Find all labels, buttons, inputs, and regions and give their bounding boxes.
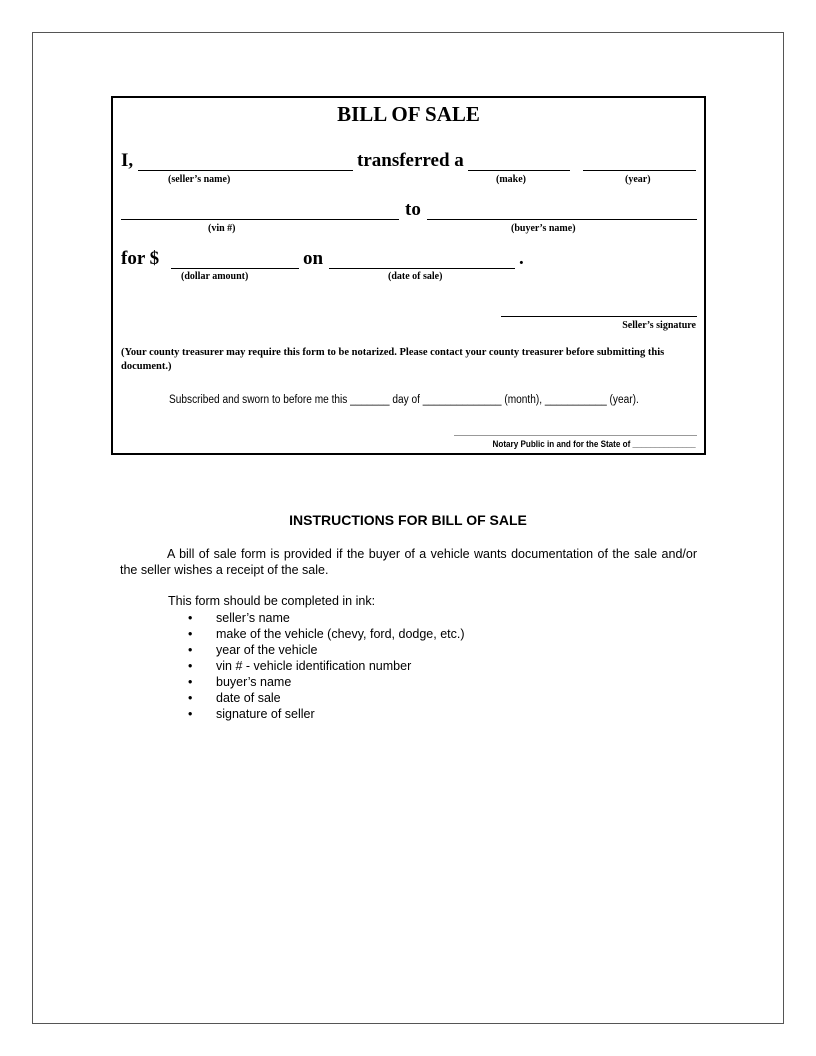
- instructions-title: INSTRUCTIONS FOR BILL OF SALE: [289, 512, 527, 528]
- buyer-name-field[interactable]: [427, 219, 697, 220]
- bill-of-sale-form: [111, 96, 706, 455]
- instructions-list: [168, 610, 465, 722]
- seller-signature-caption: Seller’s signature: [622, 320, 696, 331]
- list-item-label: seller’s name: [216, 611, 290, 625]
- bullet-icon: •: [188, 659, 193, 673]
- make-field[interactable]: [468, 170, 570, 171]
- list-item-label: make of the vehicle (chevy, ford, dodge, etc.): [216, 627, 465, 641]
- dollar-amount-field[interactable]: [171, 268, 299, 269]
- date-of-sale-caption: (date of sale): [388, 271, 443, 282]
- sworn-statement: Subscribed and sworn to before me this _______ day of ______________ (month), ___________ (year).: [169, 394, 639, 406]
- list-item-label: date of sale: [216, 691, 281, 705]
- bullet-icon: •: [188, 707, 193, 721]
- seller-signature-field[interactable]: [501, 316, 697, 317]
- buyer-name-caption: (buyer’s name): [511, 223, 576, 234]
- make-caption: (make): [496, 174, 526, 185]
- bullet-icon: •: [188, 691, 193, 705]
- seller-name-field[interactable]: [138, 170, 353, 171]
- year-caption: (year): [625, 174, 651, 185]
- form-title: BILL OF SALE: [337, 102, 480, 126]
- instructions-paragraph: A bill of sale form is provided if the buyer of a vehicle wants documentation of the sale and/or the seller wishes a receipt of the sale.: [120, 547, 697, 577]
- notary-caption: Notary Public in and for the State of ______________: [492, 439, 696, 449]
- to-label: to: [405, 199, 421, 220]
- list-item: [168, 658, 465, 674]
- bullet-icon: •: [188, 627, 193, 641]
- list-item-label: year of the vehicle: [216, 643, 318, 657]
- list-item-label: vin # - vehicle identification number: [216, 659, 412, 673]
- transferred-label: transferred a: [357, 150, 464, 171]
- instructions-lead: This form should be completed in ink:: [168, 594, 376, 608]
- notary-signature-field[interactable]: [454, 435, 697, 436]
- bullet-icon: •: [188, 611, 193, 625]
- notarization-notice: (Your county treasurer may require this form to be notarized. Please contact your county treasurer before submitting this document.): [121, 347, 665, 372]
- dollar-amount-caption: (dollar amount): [181, 271, 249, 282]
- list-item: [168, 626, 465, 642]
- period: .: [519, 248, 524, 269]
- bullet-icon: •: [188, 675, 193, 689]
- list-item: [168, 706, 465, 722]
- list-item-label: signature of seller: [216, 707, 315, 721]
- bullet-icon: •: [188, 643, 193, 657]
- date-of-sale-field[interactable]: [329, 268, 515, 269]
- list-item: [168, 674, 465, 690]
- list-item: [168, 610, 465, 626]
- seller-name-caption: (seller’s name): [168, 174, 231, 185]
- on-label: on: [303, 248, 324, 269]
- seller-prefix: I,: [121, 150, 134, 171]
- list-item: [168, 690, 465, 706]
- vin-caption: (vin #): [208, 223, 236, 234]
- vin-field[interactable]: [121, 219, 399, 220]
- list-item: [168, 642, 465, 658]
- list-item-label: buyer’s name: [216, 675, 292, 689]
- year-field[interactable]: [583, 170, 696, 171]
- dollar-prefix: for $: [121, 248, 160, 269]
